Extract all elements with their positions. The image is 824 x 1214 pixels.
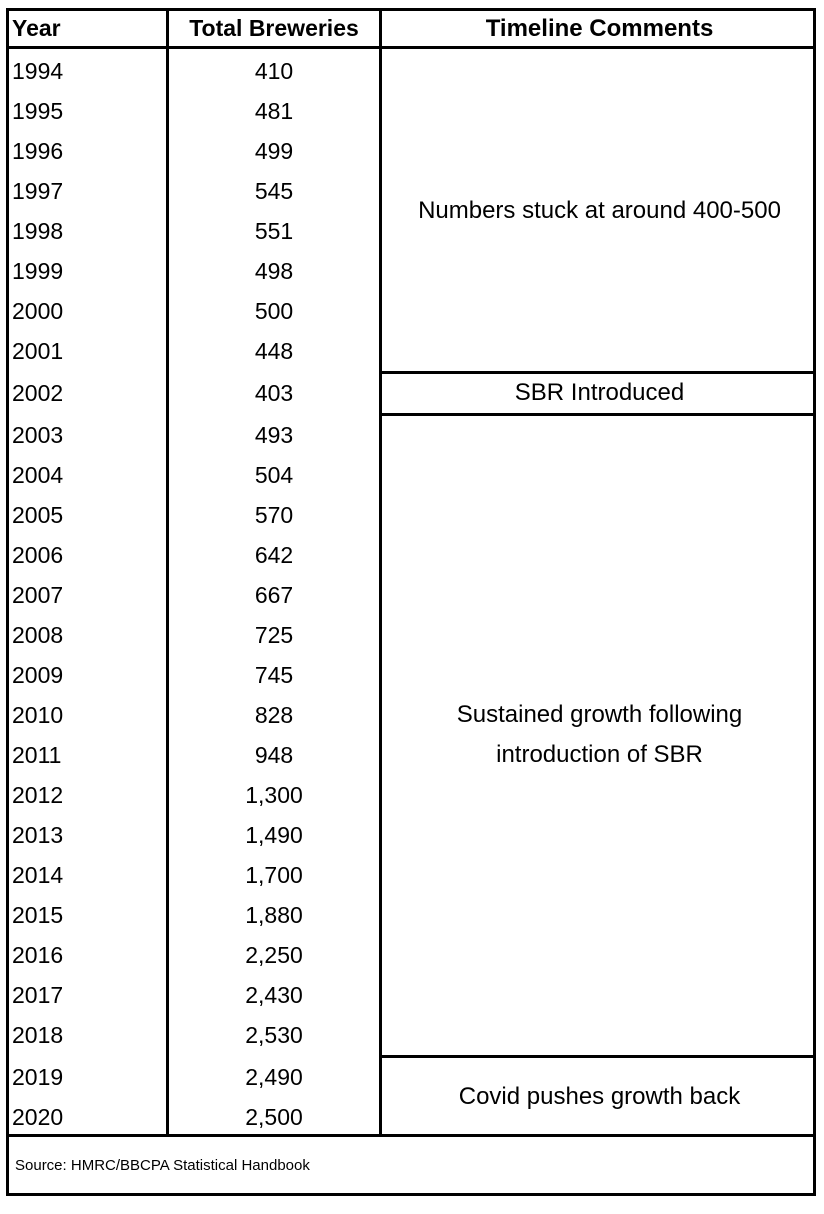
table-row-year: 2005 xyxy=(12,501,64,528)
table-row-year: 2008 xyxy=(12,621,64,648)
table-row-total: 481 xyxy=(254,97,294,124)
table-row-total: 1,300 xyxy=(245,781,303,808)
table-row-year: 1994 xyxy=(12,57,64,84)
table-row-total: 500 xyxy=(254,297,294,324)
table-row-total: 828 xyxy=(254,701,294,728)
table-row-total: 2,500 xyxy=(245,1103,303,1130)
table-row-year: 2003 xyxy=(12,421,64,448)
table-row-total: 499 xyxy=(254,137,294,164)
table-row-year: 2002 xyxy=(12,379,64,406)
table-row-year: 2020 xyxy=(12,1103,64,1130)
table-row-total: 2,530 xyxy=(245,1021,303,1048)
table-row-total: 570 xyxy=(254,501,294,528)
table-row-year: 2018 xyxy=(12,1021,64,1048)
table-row-year: 2019 xyxy=(12,1063,64,1090)
timeline-comment: Sustained growth following introduction of SBR xyxy=(456,701,743,768)
table-row-year: 2013 xyxy=(12,821,64,848)
table-row-year: 2000 xyxy=(12,297,64,324)
table-row-year: 2010 xyxy=(12,701,64,728)
table-row-year: 2007 xyxy=(12,581,64,608)
table-row-year: 2016 xyxy=(12,941,64,968)
header-timeline-comments: Timeline Comments xyxy=(485,14,714,42)
table-row-year: 2011 xyxy=(12,741,62,768)
table-row-year: 2004 xyxy=(12,461,64,488)
timeline-comment: SBR Introduced xyxy=(514,379,685,406)
table-row-year: 1997 xyxy=(12,177,64,204)
table-row-total: 1,700 xyxy=(245,861,303,888)
source-note: Source: HMRC/BBCPA Statistical Handbook xyxy=(15,1156,310,1174)
table-row-year: 2006 xyxy=(12,541,64,568)
table-row-total: 493 xyxy=(254,421,294,448)
table-row-total: 642 xyxy=(254,541,294,568)
header-total-breweries: Total Breweries xyxy=(189,15,359,41)
table-row-year: 2017 xyxy=(12,981,64,1008)
table-row-total: 745 xyxy=(254,661,294,688)
table-row-year: 2014 xyxy=(12,861,64,888)
table-row-total: 551 xyxy=(254,217,294,244)
table-row-year: 2012 xyxy=(12,781,64,808)
table-row-year: 1996 xyxy=(12,137,64,164)
table-row-total: 448 xyxy=(254,337,294,364)
table-row-total: 948 xyxy=(254,741,294,768)
table-row-total: 2,490 xyxy=(245,1063,303,1090)
column-divider-2 xyxy=(379,11,382,1136)
table-row-year: 1995 xyxy=(12,97,64,124)
table-row-year: 2001 xyxy=(12,337,64,364)
timeline-comment: Numbers stuck at around 400-500 xyxy=(418,197,781,224)
table-row-total: 410 xyxy=(254,57,294,84)
table-row-year: 1999 xyxy=(12,257,64,284)
table-row-total: 403 xyxy=(254,379,294,406)
table-row-total: 504 xyxy=(254,461,294,488)
table-row-total: 667 xyxy=(254,581,294,608)
table-row-total: 725 xyxy=(254,621,294,648)
table-row-total: 1,490 xyxy=(245,821,303,848)
table-row-year: 2009 xyxy=(12,661,64,688)
table-row-total: 1,880 xyxy=(245,901,303,928)
breweries-table xyxy=(6,8,816,1196)
table-row-total: 545 xyxy=(254,177,294,204)
table-row-total: 2,430 xyxy=(245,981,303,1008)
header-year: Year xyxy=(12,15,61,41)
table-row-year: 2015 xyxy=(12,901,64,928)
table-row-year: 1998 xyxy=(12,217,64,244)
timeline-comment: Covid pushes growth back xyxy=(458,1083,741,1110)
table-row-total: 2,250 xyxy=(245,941,303,968)
table-row-total: 498 xyxy=(254,257,294,284)
